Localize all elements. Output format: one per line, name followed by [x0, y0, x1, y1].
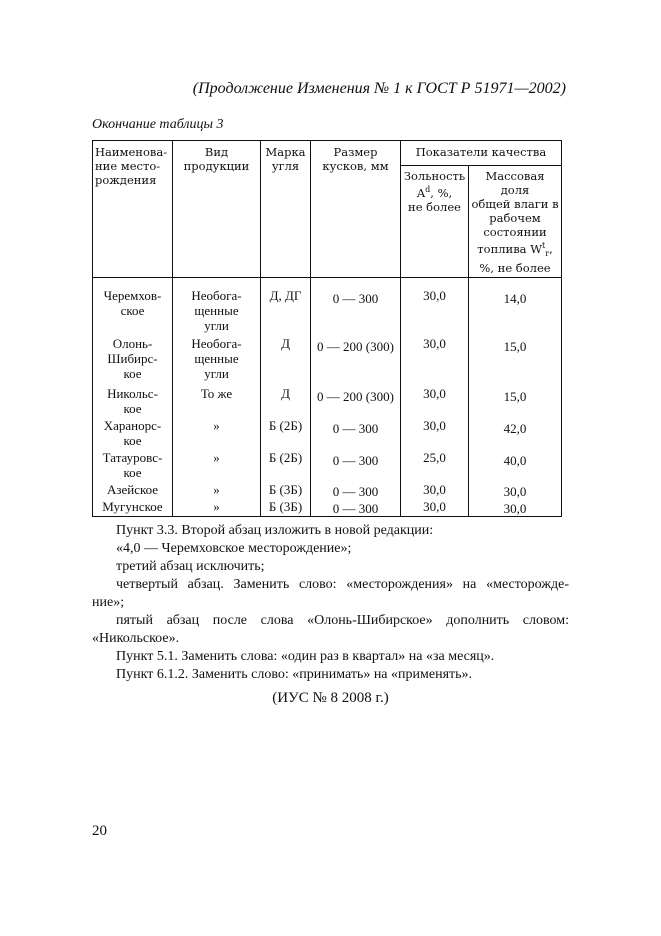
header-product: Вид продукции: [173, 141, 261, 278]
paragraph-7: Пункт 6.1.2. Заменить слово: «принимать» на «применять».: [116, 667, 473, 682]
cell-ash: 30,0: [401, 499, 469, 517]
cell-product: То же: [173, 386, 261, 418]
cell-product: »: [173, 482, 261, 499]
table-row: [93, 499, 562, 517]
cell-brand: Д: [261, 386, 311, 418]
table-row: [93, 482, 562, 499]
cell-size: 0 — 300: [311, 418, 401, 450]
paragraph-4: четвертый абзац. Заменить слово: «месторождения» на «месторожде- ние»;: [92, 577, 569, 610]
cell-ash: 30,0: [401, 288, 469, 336]
cell-ash: 30,0: [401, 482, 469, 499]
cell-ash: 30,0: [401, 386, 469, 418]
cell-moisture: 15,0: [469, 386, 562, 418]
cell-moisture: 30,0: [469, 482, 562, 499]
publication-reference: (ИУС № 8 2008 г.): [272, 690, 389, 706]
cell-product: »: [173, 418, 261, 450]
cell-brand: Д: [261, 336, 311, 386]
cell-moisture: 42,0: [469, 418, 562, 450]
table-row: [93, 418, 562, 450]
page-number: 20: [92, 823, 107, 839]
cell-size: 0 — 200 (300): [311, 386, 401, 418]
paragraph-3: третий абзац исключить;: [116, 559, 265, 574]
cell-moisture: 40,0: [469, 450, 562, 482]
quality-table: [92, 140, 562, 517]
cell-size: 0 — 300: [311, 450, 401, 482]
cell-deposit: Харанорс- кое: [93, 418, 173, 450]
cell-size: 0 — 200 (300): [311, 336, 401, 386]
cell-deposit: Азейское: [93, 482, 173, 499]
cell-deposit: Татауровс- кое: [93, 450, 173, 482]
cell-brand: Б (2Б): [261, 450, 311, 482]
table-header-row: [93, 141, 562, 166]
paragraph-6: Пункт 5.1. Заменить слова: «один раз в квартал» на «за месяц».: [116, 649, 495, 664]
cell-brand: Б (3Б): [261, 482, 311, 499]
header-deposit: Наименова- ние место- рождения: [93, 141, 173, 278]
header-brand: Марка угля: [261, 141, 311, 278]
cell-moisture: 30,0: [469, 499, 562, 517]
table-row: [93, 288, 562, 336]
paragraph-1: Пункт 3.3. Второй абзац изложить в новой редакции:: [116, 523, 434, 538]
cell-brand: Б (2Б): [261, 418, 311, 450]
header-size: Размер кусков, мм: [311, 141, 401, 278]
cell-deposit: Олонь- Шибирс- кое: [93, 336, 173, 386]
table-caption: Окончание таблицы 3: [92, 117, 224, 132]
cell-ash: 30,0: [401, 336, 469, 386]
header-quality: Показатели качества: [401, 141, 562, 166]
cell-size: 0 — 300: [311, 288, 401, 336]
cell-moisture: 14,0: [469, 288, 562, 336]
table-row: [93, 386, 562, 418]
cell-deposit: Черемхов- ское: [93, 288, 173, 336]
cell-size: 0 — 300: [311, 499, 401, 517]
cell-deposit: Мугунское: [93, 499, 173, 517]
table-row: [93, 450, 562, 482]
cell-product: »: [173, 499, 261, 517]
paragraph-5: пятый абзац после слова «Олонь-Шибирское» дополнить словом: «Никольское».: [92, 613, 569, 646]
cell-deposit: Никольс- кое: [93, 386, 173, 418]
table-row: [93, 336, 562, 386]
cell-product: »: [173, 450, 261, 482]
cell-size: 0 — 300: [311, 482, 401, 499]
cell-product: Необога- щенные угли: [173, 336, 261, 386]
header-ash: Зольность $A^d$, %, не более: [401, 166, 469, 278]
cell-ash: 30,0: [401, 418, 469, 450]
cell-moisture: 15,0: [469, 336, 562, 386]
document-header: (Продолжение Изменения № 1 к ГОСТ Р 51971—2002): [192, 80, 566, 97]
cell-brand: Б (3Б): [261, 499, 311, 517]
paragraph-2: «4,0 — Черемховское месторождение»;: [116, 541, 352, 556]
cell-product: Необога- щенные угли: [173, 288, 261, 336]
header-moisture: Массовая доля общей влаги в рабочем состоянии топлива $W^t_r$, %, не более: [469, 166, 562, 278]
cell-ash: 25,0: [401, 450, 469, 482]
cell-brand: Д, ДГ: [261, 288, 311, 336]
